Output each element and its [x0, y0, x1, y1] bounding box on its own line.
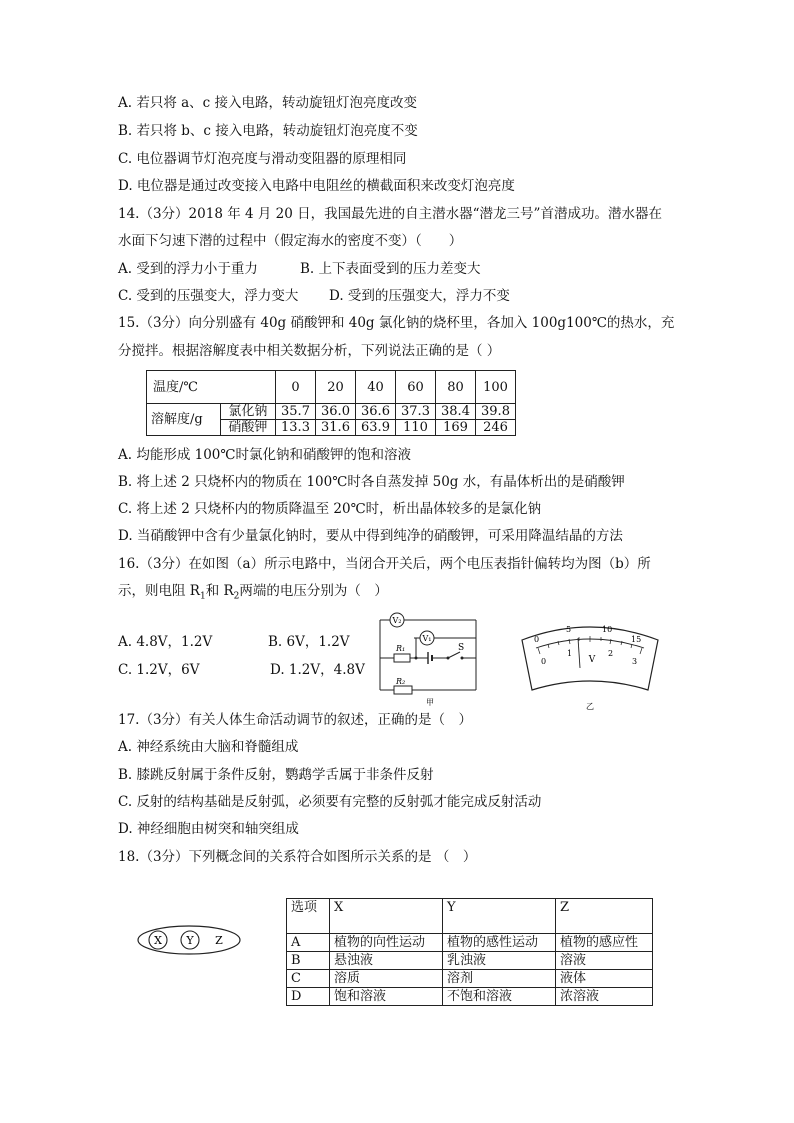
nacl-label: 氯化钠 [220, 404, 275, 420]
q14-option-d: D. 受到的压强变大，浮力不变 [329, 288, 510, 304]
nacl-cell: 35.7 [276, 404, 316, 420]
q17-option-a: A. 神经系统由大脑和脊髓组成 [118, 739, 299, 755]
header-cell: Z [556, 899, 653, 934]
bottom-tick-label: 3 [632, 657, 638, 666]
table-cell: 植物的向性运动 [330, 934, 443, 952]
solubility-label: 溶解度/g [147, 404, 221, 436]
top-tick-label: 15 [631, 635, 642, 644]
kno3-cell: 31.6 [316, 420, 356, 436]
temp-header: 温度/℃ [147, 371, 276, 404]
temp-cell: 20 [316, 371, 356, 404]
v2-label: V₂ [392, 616, 402, 625]
q17-option-c: C. 反射的结构基础是反射弧，必须要有完整的反射弧才能完成反射活动 [118, 794, 542, 810]
diagram-z: Z [215, 934, 223, 947]
table-cell: 溶液 [556, 952, 653, 970]
unit-label: V [588, 655, 596, 665]
bottom-tick-label: 2 [608, 649, 614, 658]
q13-option-c: C. 电位器调节灯泡亮度与滑动变阻器的原理相同 [118, 151, 407, 167]
table-cell: C [287, 970, 330, 988]
q17-stem: 17.（3分）有关人体生命活动调节的叙述，正确的是（ ） [118, 712, 473, 728]
nacl-cell: 37.3 [396, 404, 436, 420]
top-tick-label: 0 [534, 635, 540, 644]
table-cell: 浓溶液 [556, 988, 653, 1006]
kno3-label: 硝酸钾 [220, 420, 275, 436]
q14-option-a: A. 受到的浮力小于重力 [118, 261, 258, 277]
table-row [147, 404, 516, 420]
temp-cell: 80 [436, 371, 476, 404]
table-cell: 植物的感性运动 [443, 934, 556, 952]
q15-option-c: C. 将上述 2 只烧杯内的物质降温至 20℃时，析出晶体较多的是氯化钠 [118, 501, 542, 517]
q16-stem-line2 [118, 582, 388, 606]
table-row [287, 952, 653, 970]
concept-diagram [134, 922, 246, 958]
table-cell: B [287, 952, 330, 970]
voltmeter-dial [514, 618, 666, 714]
kno3-cell: 110 [396, 420, 436, 436]
table-cell: 悬浊液 [330, 952, 443, 970]
table-row [147, 371, 516, 404]
q17-option-b: B. 膝跳反射属于条件反射，鹦鹉学舌属于非条件反射 [118, 767, 434, 783]
temp-cell: 100 [476, 371, 516, 404]
q13-option-b: B. 若只将 b、c 接入电路，转动旋钮灯泡亮度不变 [118, 123, 418, 139]
table-cell: 植物的感应性 [556, 934, 653, 952]
r2-label: R₂ [396, 677, 406, 686]
table-cell: 饱和溶液 [330, 988, 443, 1006]
top-tick-label: 5 [566, 625, 572, 634]
kno3-cell: 63.9 [356, 420, 396, 436]
table-row [287, 899, 653, 934]
table-cell: 乳浊液 [443, 952, 556, 970]
header-cell: 选项 [287, 899, 330, 934]
table-cell: 溶剂 [443, 970, 556, 988]
q16-stem-text: 示，则电阻 R [118, 583, 200, 599]
temp-cell: 40 [356, 371, 396, 404]
q16-option-a: A. 4.8V，1.2V [118, 634, 213, 650]
table-cell: 不饱和溶液 [443, 988, 556, 1006]
table-row [287, 988, 653, 1006]
table-cell: 液体 [556, 970, 653, 988]
q14-option-c: C. 受到的压强变大，浮力变大 [118, 288, 299, 304]
circuit-caption: 甲 [426, 698, 434, 707]
table-row [287, 934, 653, 952]
q15-option-b: B. 将上述 2 只烧杯内的物质在 100℃时各自蒸发掉 50g 水，有晶体析出的是硝酸钾 [118, 474, 625, 490]
nacl-cell: 39.8 [476, 404, 516, 420]
temp-cell: 0 [276, 371, 316, 404]
nacl-cell: 36.0 [316, 404, 356, 420]
concept-table [286, 898, 653, 1006]
header-cell: X [330, 899, 443, 934]
q16-option-c: C. 1.2V，6V [118, 662, 200, 678]
q16-stem-text: 两端的电压分别为（ ） [239, 583, 388, 599]
q16-stem-text: 和 R [205, 583, 234, 599]
q16-stem-line1: 16.（3分）在如图（a）所示电路中，当闭合开关后，两个电压表指针偏转均为图（b）所 [118, 556, 651, 572]
q14-option-b: B. 上下表面受到的压力差变大 [300, 261, 481, 277]
switch-label: S [458, 643, 465, 653]
header-cell: Y [443, 899, 556, 934]
q14-stem-line2: 水面下匀速下潜的过程中（假定海水的密度不变）（ ） [118, 233, 463, 249]
q15-option-a: A. 均能形成 100℃时氯化钠和硝酸钾的饱和溶液 [118, 447, 411, 463]
nacl-cell: 36.6 [356, 404, 396, 420]
v1-label: V₁ [422, 634, 432, 643]
kno3-cell: 13.3 [276, 420, 316, 436]
q15-stem-line1: 15.（3分）向分别盛有 40g 硝酸钾和 40g 氯化钠的烧杯里，各加入 100g100℃的热水，充 [118, 315, 675, 331]
bottom-tick-label: 0 [541, 657, 547, 666]
top-tick-label: 10 [602, 625, 613, 634]
meter-caption: 乙 [586, 702, 594, 711]
q15-option-d: D. 当硝酸钾中含有少量氯化钠时，要从中得到纯净的硝酸钾，可采用降温结晶的方法 [118, 528, 623, 544]
q18-stem: 18.（3分）下列概念间的关系符合如图所示关系的是 （ ） [118, 849, 477, 865]
kno3-cell: 246 [476, 420, 516, 436]
table-cell: A [287, 934, 330, 952]
q13-option-d: D. 电位器是通过改变接入电路中电阻丝的横截面积来改变灯泡亮度 [118, 178, 515, 194]
diagram-x: X [154, 934, 162, 947]
q13-option-a: A. 若只将 a、c 接入电路，转动旋钮灯泡亮度改变 [118, 95, 418, 111]
q15-stem-line2: 分搅拌。根据溶解度表中相关数据分析，下列说法正确的是（ ） [118, 343, 501, 359]
solubility-table [146, 370, 516, 436]
temp-cell: 60 [396, 371, 436, 404]
r1-label: R₁ [396, 644, 406, 653]
q14-stem-line1: 14.（3分）2018 年 4 月 20 日，我国最先进的自主潜水器“潜龙三号”首潜成功。潜水器在 [118, 206, 662, 222]
table-cell: D [287, 988, 330, 1006]
q16-option-b: B. 6V，1.2V [268, 634, 350, 650]
nacl-cell: 38.4 [436, 404, 476, 420]
subscript-2: 2 [233, 591, 240, 602]
table-cell: 溶质 [330, 970, 443, 988]
kno3-cell: 169 [436, 420, 476, 436]
table-row [287, 970, 653, 988]
subscript-1: 1 [199, 591, 206, 602]
circuit-diagram [374, 608, 484, 708]
q17-option-d: D. 神经细胞由树突和轴突组成 [118, 821, 299, 837]
q16-option-d: D. 1.2V，4.8V [270, 662, 365, 678]
bottom-tick-label: 1 [567, 649, 573, 658]
diagram-y: Y [186, 934, 194, 947]
